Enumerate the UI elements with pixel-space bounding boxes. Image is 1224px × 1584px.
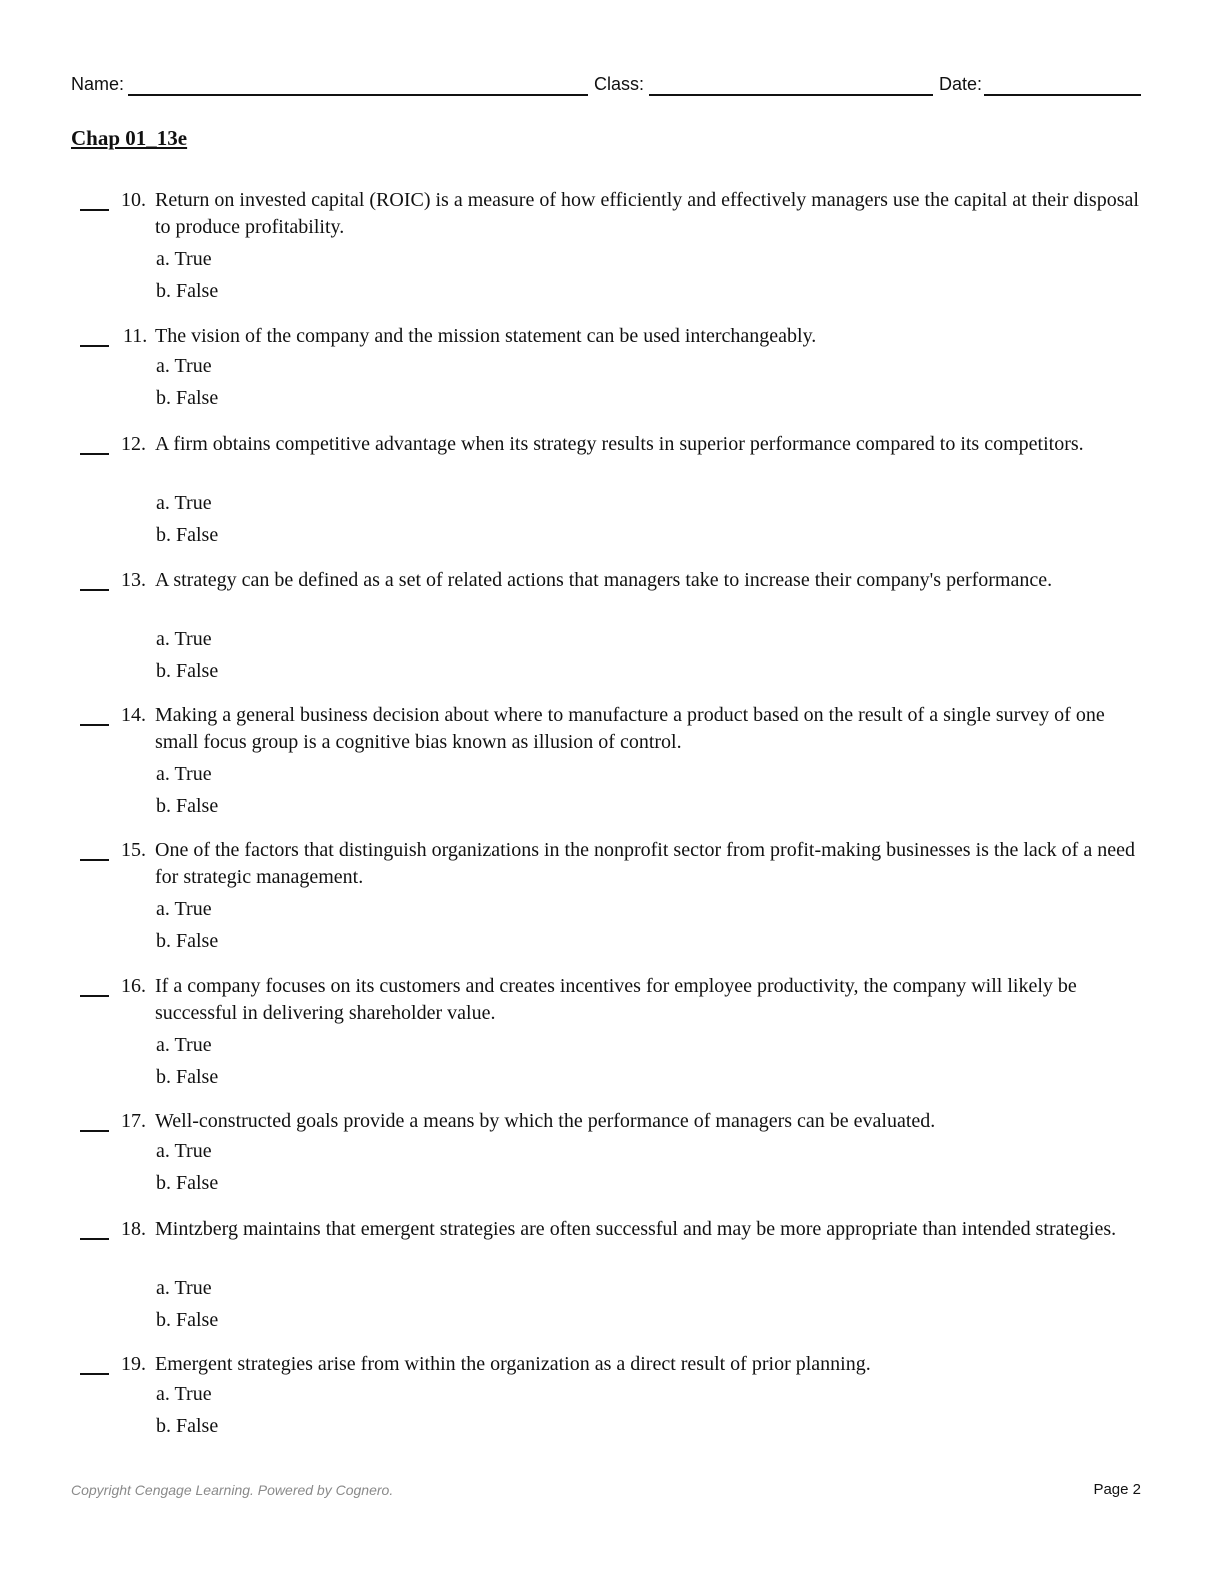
question-text: The vision of the company and the mission statement can be used interchangeably. [155,325,817,347]
question-number: 15. [121,839,146,861]
question-text: One of the factors that distinguish organizations in the nonprofit sector from profit-making businesses is the lack of a need for strategic management. [155,839,1135,888]
option-true: a. True [156,763,212,785]
answer-blank[interactable] [80,1130,109,1132]
option-true: a. True [156,248,212,270]
question-number: 16. [121,975,146,997]
option-false: b. False [156,387,219,409]
answer-blank[interactable] [80,453,109,455]
question-number: 12. [121,433,146,455]
class-blank-line[interactable] [649,94,933,96]
worksheet-header [71,72,1141,98]
option-true: a. True [156,355,212,377]
answer-blank[interactable] [80,209,109,211]
date-blank-line[interactable] [984,94,1141,96]
question-text: Return on invested capital (ROIC) is a measure of how efficiently and effectively managers use the capital at their disposal to produce profitability. [155,189,1139,238]
answer-blank[interactable] [80,995,109,997]
question-text: If a company focuses on its customers and creates incentives for employee productivity, the company will likely be successful in delivering shareholder value. [155,975,1077,1024]
option-true: a. True [156,898,212,920]
option-false: b. False [156,930,219,952]
name-blank-line[interactable] [128,94,588,96]
option-false: b. False [156,795,219,817]
option-true: a. True [156,1034,212,1056]
question-number: 19. [121,1353,146,1375]
name-label: Name: [71,74,125,94]
answer-blank[interactable] [80,859,109,861]
option-false: b. False [156,660,219,682]
question-number: 11. [123,325,148,347]
question-text: Mintzberg maintains that emergent strategies are often successful and may be more appropriate than intended strategies. [155,1218,1117,1240]
question-number: 10. [121,189,146,211]
answer-blank[interactable] [80,724,109,726]
question-text: Well-constructed goals provide a means by which the performance of managers can be evaluated. [155,1110,936,1132]
class-label: Class: [594,74,645,94]
option-false: b. False [156,524,219,546]
option-false: b. False [156,280,219,302]
option-false: b. False [156,1309,219,1331]
question-number: 14. [121,704,146,726]
answer-blank[interactable] [80,589,109,591]
question-number: 13. [121,569,146,591]
answer-blank[interactable] [80,1373,109,1375]
copyright-footer: Copyright Cengage Learning. Powered by Cognero. [71,1482,394,1498]
answer-blank[interactable] [80,1238,109,1240]
question-number: 17. [121,1110,146,1132]
chapter-title: Chap 01_13e [71,126,188,150]
option-true: a. True [156,1383,212,1405]
option-false: b. False [156,1172,219,1194]
option-true: a. True [156,1277,212,1299]
date-label: Date: [939,74,983,94]
question-number: 18. [121,1218,146,1240]
page-number: Page 2 [1093,1481,1141,1498]
question-text: Making a general business decision about where to manufacture a product based on the result of a single survey of one small focus group is a cognitive bias known as illusion of control. [155,704,1105,753]
answer-blank[interactable] [80,345,109,347]
question-text: A strategy can be defined as a set of related actions that managers take to increase their company's performance. [155,569,1053,591]
option-true: a. True [156,628,212,650]
option-false: b. False [156,1415,219,1437]
option-true: a. True [156,1140,212,1162]
question-text: A firm obtains competitive advantage when its strategy results in superior performance compared to its competitors. [155,433,1084,455]
option-true: a. True [156,492,212,514]
option-false: b. False [156,1066,219,1088]
question-text: Emergent strategies arise from within the organization as a direct result of prior planning. [155,1353,871,1375]
